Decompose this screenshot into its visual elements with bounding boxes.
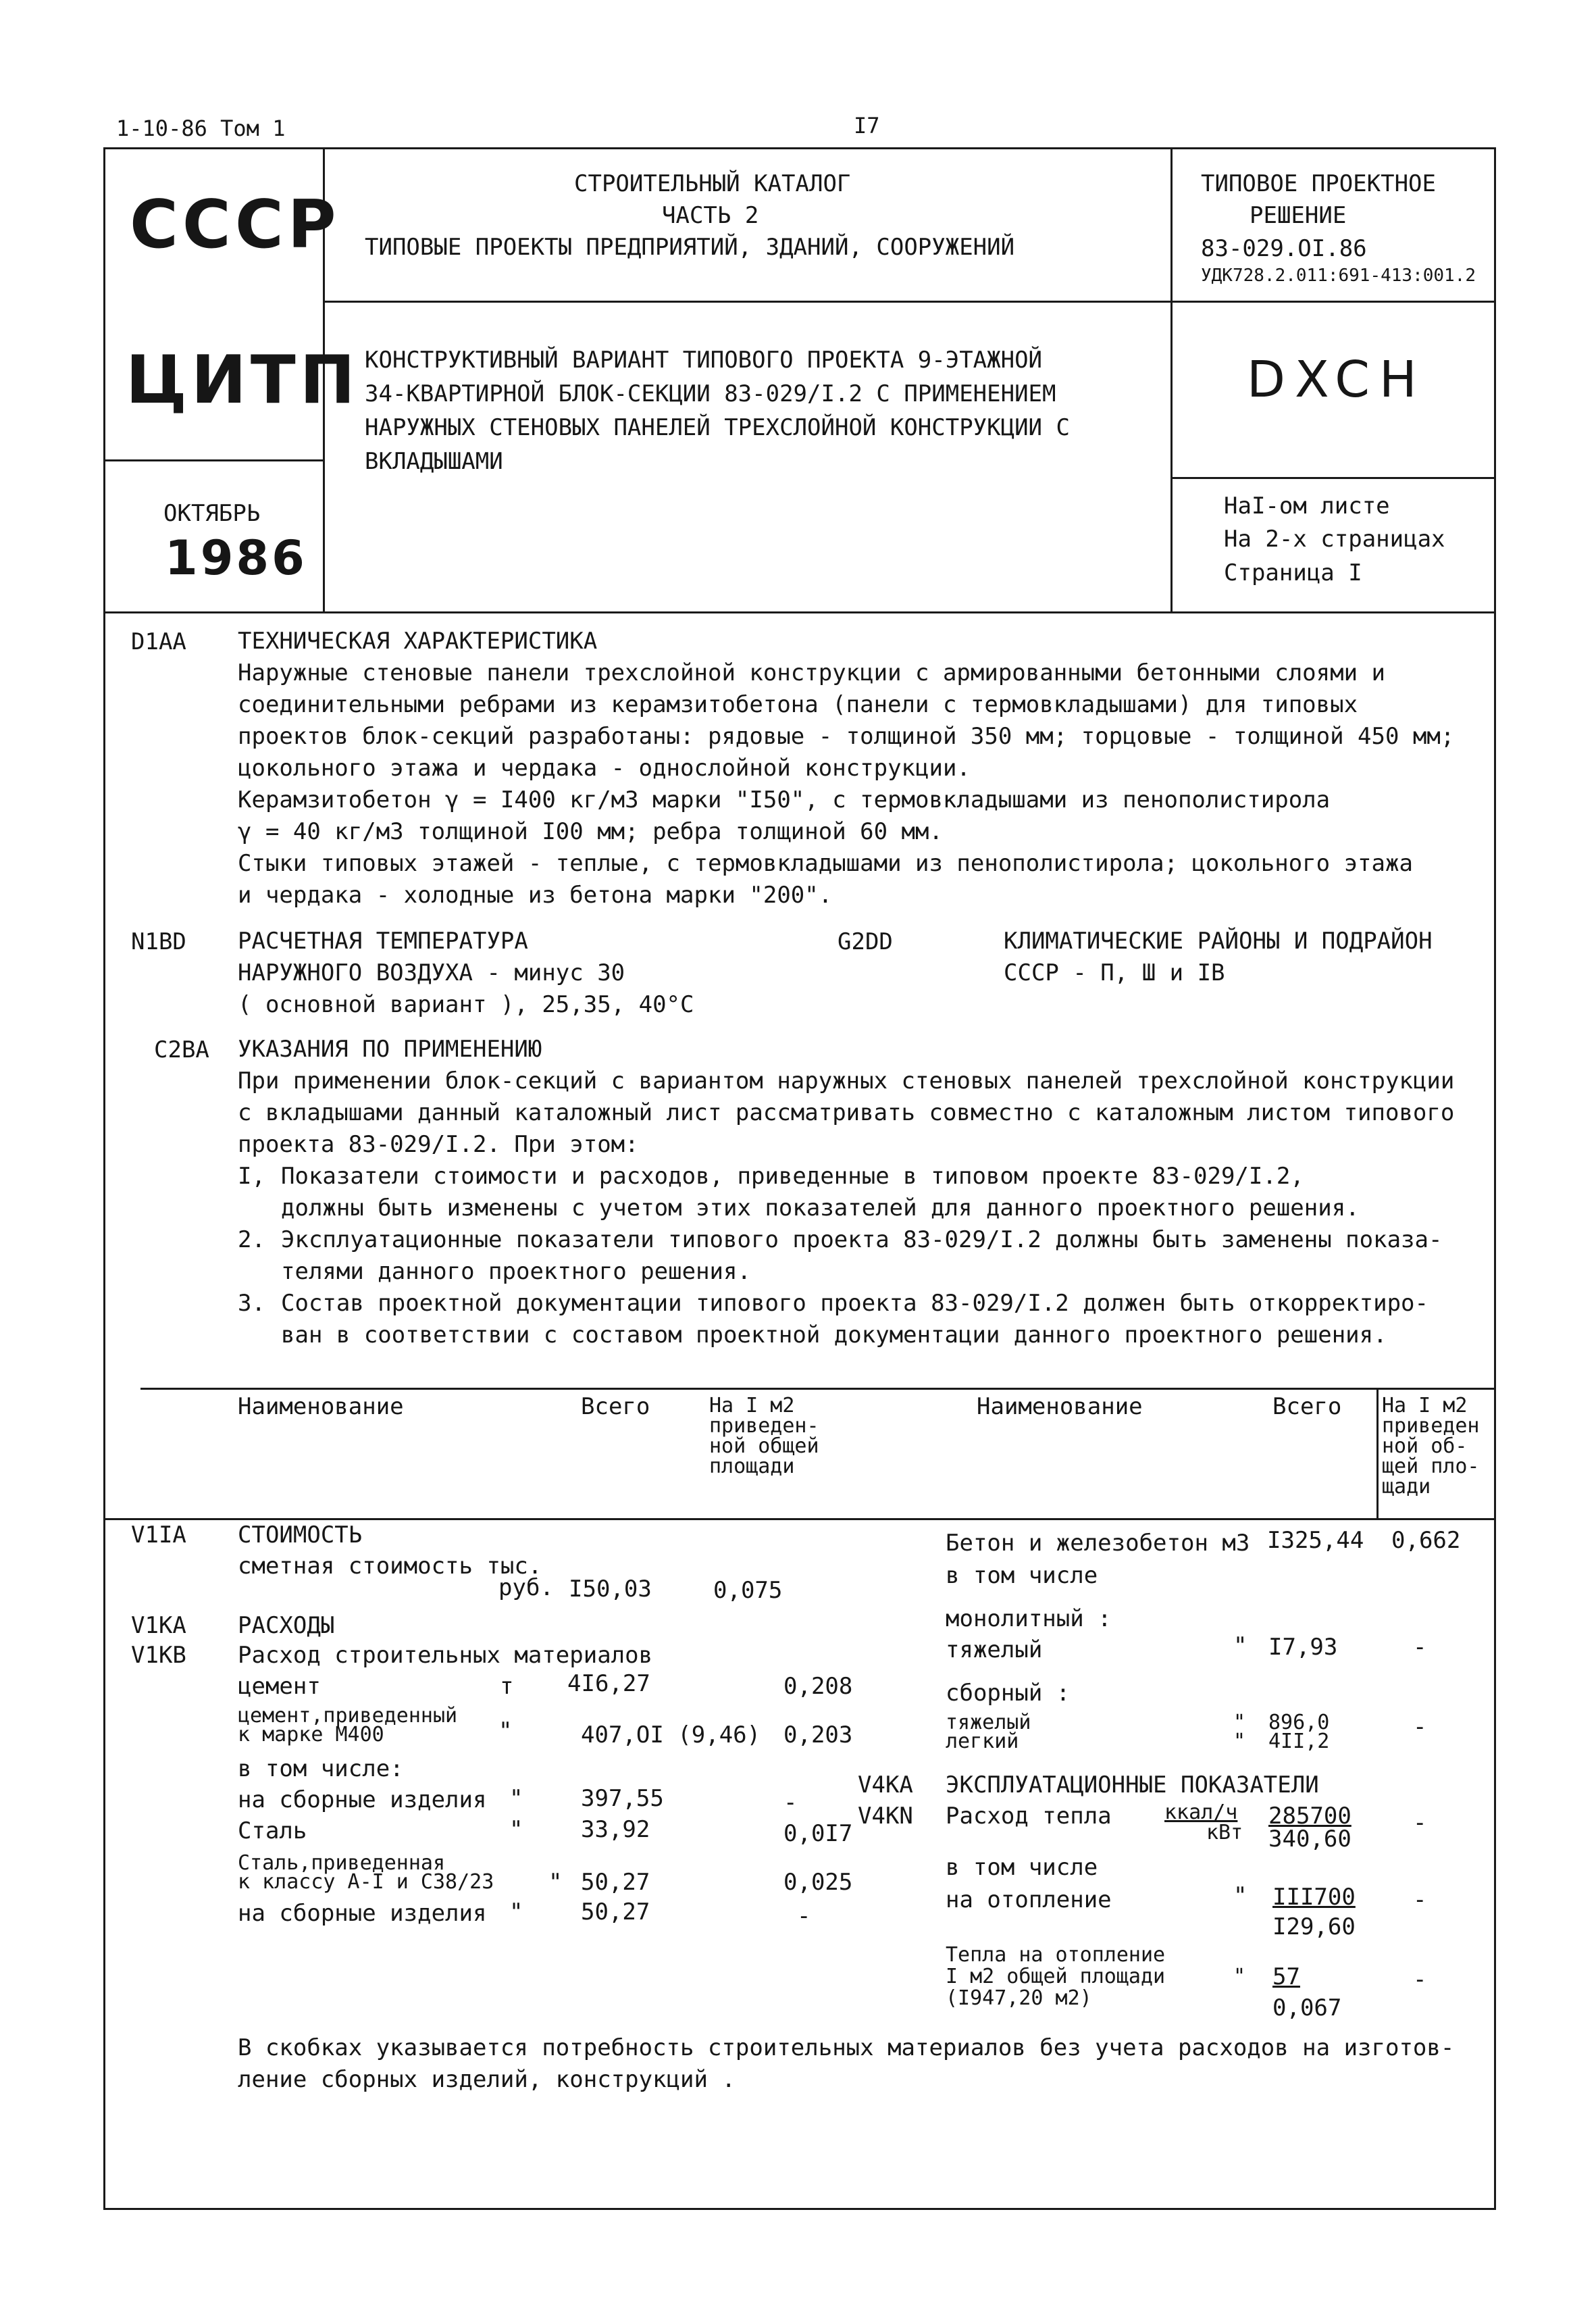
precast-light-total: 4II,2 bbox=[1268, 1730, 1330, 1753]
table-header-divider bbox=[1376, 1388, 1379, 1520]
project-udk: УДК728.2.011:691-413:001.2 bbox=[1201, 266, 1476, 286]
cement-unit: т bbox=[500, 1673, 514, 1700]
cost-label-unit: руб. bbox=[498, 1574, 554, 1601]
org-country: СССР bbox=[130, 186, 340, 263]
th-per-right-2: приведен bbox=[1382, 1414, 1480, 1438]
climate-line-2: СССР - П, Ш и IВ bbox=[1004, 959, 1225, 986]
expenses-heading: РАСХОДЫ bbox=[238, 1612, 335, 1639]
heat-unit-top: ккал/ч bbox=[1164, 1801, 1238, 1824]
precast-light-unit: " bbox=[1233, 1730, 1246, 1753]
code-exploitation: V4KA bbox=[858, 1771, 913, 1799]
precast-cement-per: - bbox=[783, 1789, 798, 1816]
cost-total: I50,03 bbox=[569, 1576, 652, 1603]
precast-heavy-total: 896,0 bbox=[1268, 1711, 1330, 1734]
concrete-incl: в том числе bbox=[946, 1562, 1098, 1589]
heating-top: III700 bbox=[1272, 1884, 1356, 1911]
steel-a1-name-2: к классу А-I и С38/23 bbox=[238, 1870, 494, 1894]
exploitation-heading: ЭКСПЛУАТАЦИОННЫЕ ПОКАЗАТЕЛИ bbox=[946, 1771, 1319, 1799]
steel-a1-total: 50,27 bbox=[581, 1869, 650, 1896]
th-per-right-4: щей пло- bbox=[1382, 1455, 1480, 1478]
mono-heavy-per: - bbox=[1413, 1634, 1427, 1661]
heat-total-top: 285700 bbox=[1268, 1803, 1352, 1830]
tech-line-6: γ = 40 кг/м3 толщиной I00 мм; ребра толщиной 60 мм. bbox=[238, 818, 943, 845]
frame-right bbox=[1494, 147, 1496, 2210]
climate-line-1: КЛИМАТИЧЕСКИЕ РАЙОНЫ И ПОДРАЙОН bbox=[1004, 928, 1433, 955]
precast-steel-name: на сборные изделия bbox=[238, 1900, 487, 1927]
frame-bottom bbox=[103, 2208, 1496, 2210]
concrete-per: 0,662 bbox=[1391, 1527, 1461, 1554]
heating-per: - bbox=[1413, 1886, 1427, 1913]
usage-item-1-num: I, bbox=[238, 1163, 265, 1190]
cost-per: 0,075 bbox=[713, 1577, 783, 1604]
tech-heading: ТЕХНИЧЕСКАЯ ХАРАКТЕРИСТИКА bbox=[238, 628, 598, 655]
th-name-right: Наименование bbox=[977, 1393, 1143, 1420]
header-row-right bbox=[1170, 477, 1496, 479]
concrete-total: I325,44 bbox=[1267, 1527, 1364, 1554]
temp-line-3: ( основной вариант ), 25,35, 40°С bbox=[238, 991, 694, 1018]
usage-line-2: с вкладышами данный каталожный лист рассматривать совместно с каталожным листом типового bbox=[238, 1099, 1455, 1126]
heat-per-m2-per: - bbox=[1413, 1966, 1427, 1993]
issue-month: ОКТЯБРЬ bbox=[163, 500, 261, 527]
page-number: I7 bbox=[854, 113, 880, 139]
heating-unit: " bbox=[1233, 1882, 1247, 1909]
heat-per-m2-line-2: I м2 общей площади bbox=[946, 1965, 1166, 1988]
steel-a1-name-1: Сталь,приведенная bbox=[238, 1851, 446, 1875]
precast-label: сборный : bbox=[946, 1680, 1071, 1707]
cement-m400-name-1: цемент,приведенный bbox=[238, 1704, 458, 1728]
precast-heavy-unit: " bbox=[1233, 1711, 1246, 1734]
mono-label: монолитный : bbox=[946, 1605, 1112, 1632]
th-per-left-3: ной общей bbox=[709, 1434, 819, 1458]
incl-label: в том числе: bbox=[238, 1755, 404, 1782]
title-line-4: ВКЛАДЫШАМИ bbox=[365, 448, 503, 475]
heat-per-m2-top: 57 bbox=[1272, 1963, 1300, 1990]
project-type: ТИПОВОЕ ПРОЕКТНОЕ bbox=[1201, 170, 1436, 197]
th-per-left-1: На I м2 bbox=[709, 1394, 795, 1417]
footnote-line-2: ление сборных изделий, конструкций . bbox=[238, 2066, 736, 2093]
heat-incl: в том числе bbox=[946, 1854, 1098, 1881]
usage-line-1: При применении блок-секций с вариантом наружных стеновых панелей трехслойной конструкции bbox=[238, 1067, 1455, 1095]
catalog-title: СТРОИТЕЛЬНЫЙ КАТАЛОГ bbox=[574, 170, 851, 197]
steel-a1-per: 0,025 bbox=[783, 1869, 853, 1896]
heat-unit-bottom: кВт bbox=[1206, 1821, 1243, 1844]
steel-total: 33,92 bbox=[581, 1816, 650, 1843]
temp-code: N1BD bbox=[131, 928, 186, 955]
precast-steel-per: - bbox=[797, 1903, 811, 1930]
tech-line-2: соединительными ребрами из керамзитобетона (панели с термовкладышами) для типовых bbox=[238, 691, 1358, 718]
usage-item-2-line-1: Эксплуатационные показатели типового проекта 83-029/I.2 должны быть заменены показа- bbox=[281, 1226, 1443, 1253]
project-decision: РЕШЕНИЕ bbox=[1250, 202, 1347, 229]
header-row-left bbox=[103, 459, 325, 461]
usage-item-3-line-1: Состав проектной документации типового проекта 83-029/I.2 должен быть откорректиро- bbox=[281, 1290, 1428, 1317]
precast-steel-unit: " bbox=[509, 1898, 523, 1926]
th-per-right-1: На I м2 bbox=[1382, 1394, 1468, 1417]
table-top-rule bbox=[140, 1388, 1494, 1390]
catalog-subtitle: ТИПОВЫЕ ПРОЕКТЫ ПРЕДПРИЯТИЙ, ЗДАНИЙ, СООРУЖЕНИЙ bbox=[365, 234, 1015, 261]
precast-cement-total: 397,55 bbox=[581, 1785, 664, 1812]
cement-per: 0,208 bbox=[783, 1673, 853, 1700]
tech-line-4: цокольного этажа и чердака - однослойной конструкции. bbox=[238, 755, 971, 782]
cement-m400-total: 407,OI (9,46) bbox=[581, 1721, 761, 1749]
concrete-name: Бетон и железобетон м3 bbox=[946, 1530, 1250, 1557]
title-line-1: КОНСТРУКТИВНЫЙ ВАРИАНТ ТИПОВОГО ПРОЕКТА 9-ЭТАЖНОЙ bbox=[365, 347, 1043, 374]
usage-item-1-line-2: должны быть изменены с учетом этих показателей для данного проектного решения. bbox=[281, 1194, 1360, 1222]
usage-line-3: проекта 83-029/I.2. При этом: bbox=[238, 1131, 639, 1158]
tech-line-5: Керамзитобетон γ = I400 кг/м3 марки "I50", с термовкладышами из пенополистирола bbox=[238, 786, 1331, 813]
heating-bottom: I29,60 bbox=[1272, 1913, 1356, 1940]
th-name-left: Наименование bbox=[238, 1393, 404, 1420]
header-col-2 bbox=[1170, 147, 1173, 613]
precast-heavy: тяжелый bbox=[946, 1711, 1031, 1734]
materials-heading: Расход строительных материалов bbox=[238, 1642, 653, 1669]
th-per-right-5: щади bbox=[1382, 1475, 1431, 1499]
series-label: 1-10-86 Том 1 bbox=[116, 116, 286, 141]
heating-label: на отопление bbox=[946, 1886, 1112, 1913]
usage-code: C2BA bbox=[154, 1036, 209, 1063]
climate-code: G2DD bbox=[838, 928, 893, 955]
code-heat: V4KN bbox=[858, 1803, 913, 1830]
tech-line-7: Стыки типовых этажей - теплые, с термовкладышами из пенополистирола; цокольного этажа bbox=[238, 850, 1413, 877]
heat-per-m2-line-3: (I947,20 м2) bbox=[946, 1986, 1092, 2010]
steel-unit: " bbox=[509, 1816, 523, 1843]
cement-m400-name-2: к марке М400 bbox=[238, 1723, 384, 1746]
steel-a1-unit: " bbox=[548, 1869, 563, 1896]
sheet-count: НаI-ом листе bbox=[1224, 493, 1390, 520]
heat-per-m2-unit: " bbox=[1233, 1965, 1246, 1988]
page-index: Страница I bbox=[1224, 559, 1362, 586]
tech-line-8: и чердака - холодные из бетона марки "200". bbox=[238, 882, 833, 909]
frame-left bbox=[103, 147, 105, 2210]
frame-top bbox=[103, 147, 1496, 149]
cement-name: цемент bbox=[238, 1673, 321, 1700]
heat-total-bottom: 340,60 bbox=[1268, 1826, 1352, 1853]
th-total-left: Всего bbox=[581, 1393, 650, 1420]
usage-item-2-num: 2. bbox=[238, 1226, 265, 1253]
tech-code: D1AA bbox=[131, 628, 186, 655]
th-per-left-4: площади bbox=[709, 1455, 795, 1478]
precast-light: легкий bbox=[946, 1730, 1019, 1753]
tech-line-3: проектов блок-секций разработаны: рядовые - толщиной 350 мм; торцовые - толщиной 450 мм; bbox=[238, 723, 1455, 750]
issue-year: 1986 bbox=[165, 530, 307, 586]
temp-line-1: РАСЧЕТНАЯ ТЕМПЕРАТУРА bbox=[238, 928, 528, 955]
heat-per: - bbox=[1413, 1809, 1427, 1836]
tech-line-1: Наружные стеновые панели трехслойной конструкции с армированными бетонными слоями и bbox=[238, 659, 1385, 686]
th-total-right: Всего bbox=[1272, 1393, 1342, 1420]
heat-label: Расход тепла bbox=[946, 1803, 1112, 1830]
cement-total: 4I6,27 bbox=[567, 1670, 650, 1697]
steel-per: 0,0I7 bbox=[783, 1820, 853, 1847]
header-row-1 bbox=[323, 301, 1496, 303]
precast-steel-total: 50,27 bbox=[581, 1898, 650, 1926]
usage-heading: УКАЗАНИЯ ПО ПРИМЕНЕНИЮ bbox=[238, 1036, 542, 1063]
cement-m400-unit: " bbox=[498, 1717, 513, 1744]
code-cost: V1IA bbox=[131, 1521, 186, 1549]
code-expenses: V1KA bbox=[131, 1612, 186, 1639]
org-institute: ЦИТП bbox=[126, 342, 359, 419]
cement-m400-per: 0,203 bbox=[783, 1721, 853, 1749]
catalog-code: DXCH bbox=[1247, 351, 1426, 409]
usage-item-3-num: 3. bbox=[238, 1290, 265, 1317]
usage-item-1-line-1: Показатели стоимости и расходов, приведенные в типовом проекте 83-029/I.2, bbox=[281, 1163, 1304, 1190]
header-bottom bbox=[103, 611, 1496, 613]
footnote-line-1: В скобках указывается потребность строительных материалов без учета расходов на изготов- bbox=[238, 2034, 1455, 2061]
mono-heavy-total: I7,93 bbox=[1268, 1634, 1338, 1661]
temp-line-2: НАРУЖНОГО ВОЗДУХА - минус 30 bbox=[238, 959, 625, 986]
precast-cement-name: на сборные изделия bbox=[238, 1786, 487, 1813]
usage-item-2-line-2: телями данного проектного решения. bbox=[281, 1258, 751, 1285]
usage-item-3-line-2: ван в соответствии с составом проектной документации данного проектного решения. bbox=[281, 1322, 1387, 1349]
code-materials: V1KB bbox=[131, 1642, 186, 1669]
cost-heading: СТОИМОСТЬ bbox=[238, 1521, 363, 1549]
mono-heavy: тяжелый bbox=[946, 1636, 1043, 1663]
precast-cement-unit: " bbox=[509, 1785, 523, 1812]
precast-per: - bbox=[1413, 1713, 1427, 1740]
title-line-2: 34-КВАРТИРНОЙ БЛОК-СЕКЦИИ 83-029/I.2 С ПРИМЕНЕНИЕМ bbox=[365, 380, 1056, 407]
page-count: На 2-х страницах bbox=[1224, 526, 1445, 553]
th-per-right-3: ной об- bbox=[1382, 1434, 1468, 1458]
steel-name: Сталь bbox=[238, 1817, 307, 1844]
heat-per-m2-bottom: 0,067 bbox=[1272, 1994, 1342, 2021]
cost-label: сметная стоимость тыс. bbox=[238, 1553, 542, 1580]
title-line-3: НАРУЖНЫХ СТЕНОВЫХ ПАНЕЛЕЙ ТРЕХСЛОЙНОЙ КОНСТРУКЦИИ С bbox=[365, 414, 1070, 441]
project-number: 83-029.OI.86 bbox=[1201, 235, 1367, 262]
mono-heavy-unit: " bbox=[1233, 1632, 1247, 1659]
heat-per-m2-line-1: Тепла на отопление bbox=[946, 1943, 1166, 1967]
th-per-left-2: приведен- bbox=[709, 1414, 819, 1438]
catalog-part: ЧАСТЬ 2 bbox=[662, 202, 759, 229]
